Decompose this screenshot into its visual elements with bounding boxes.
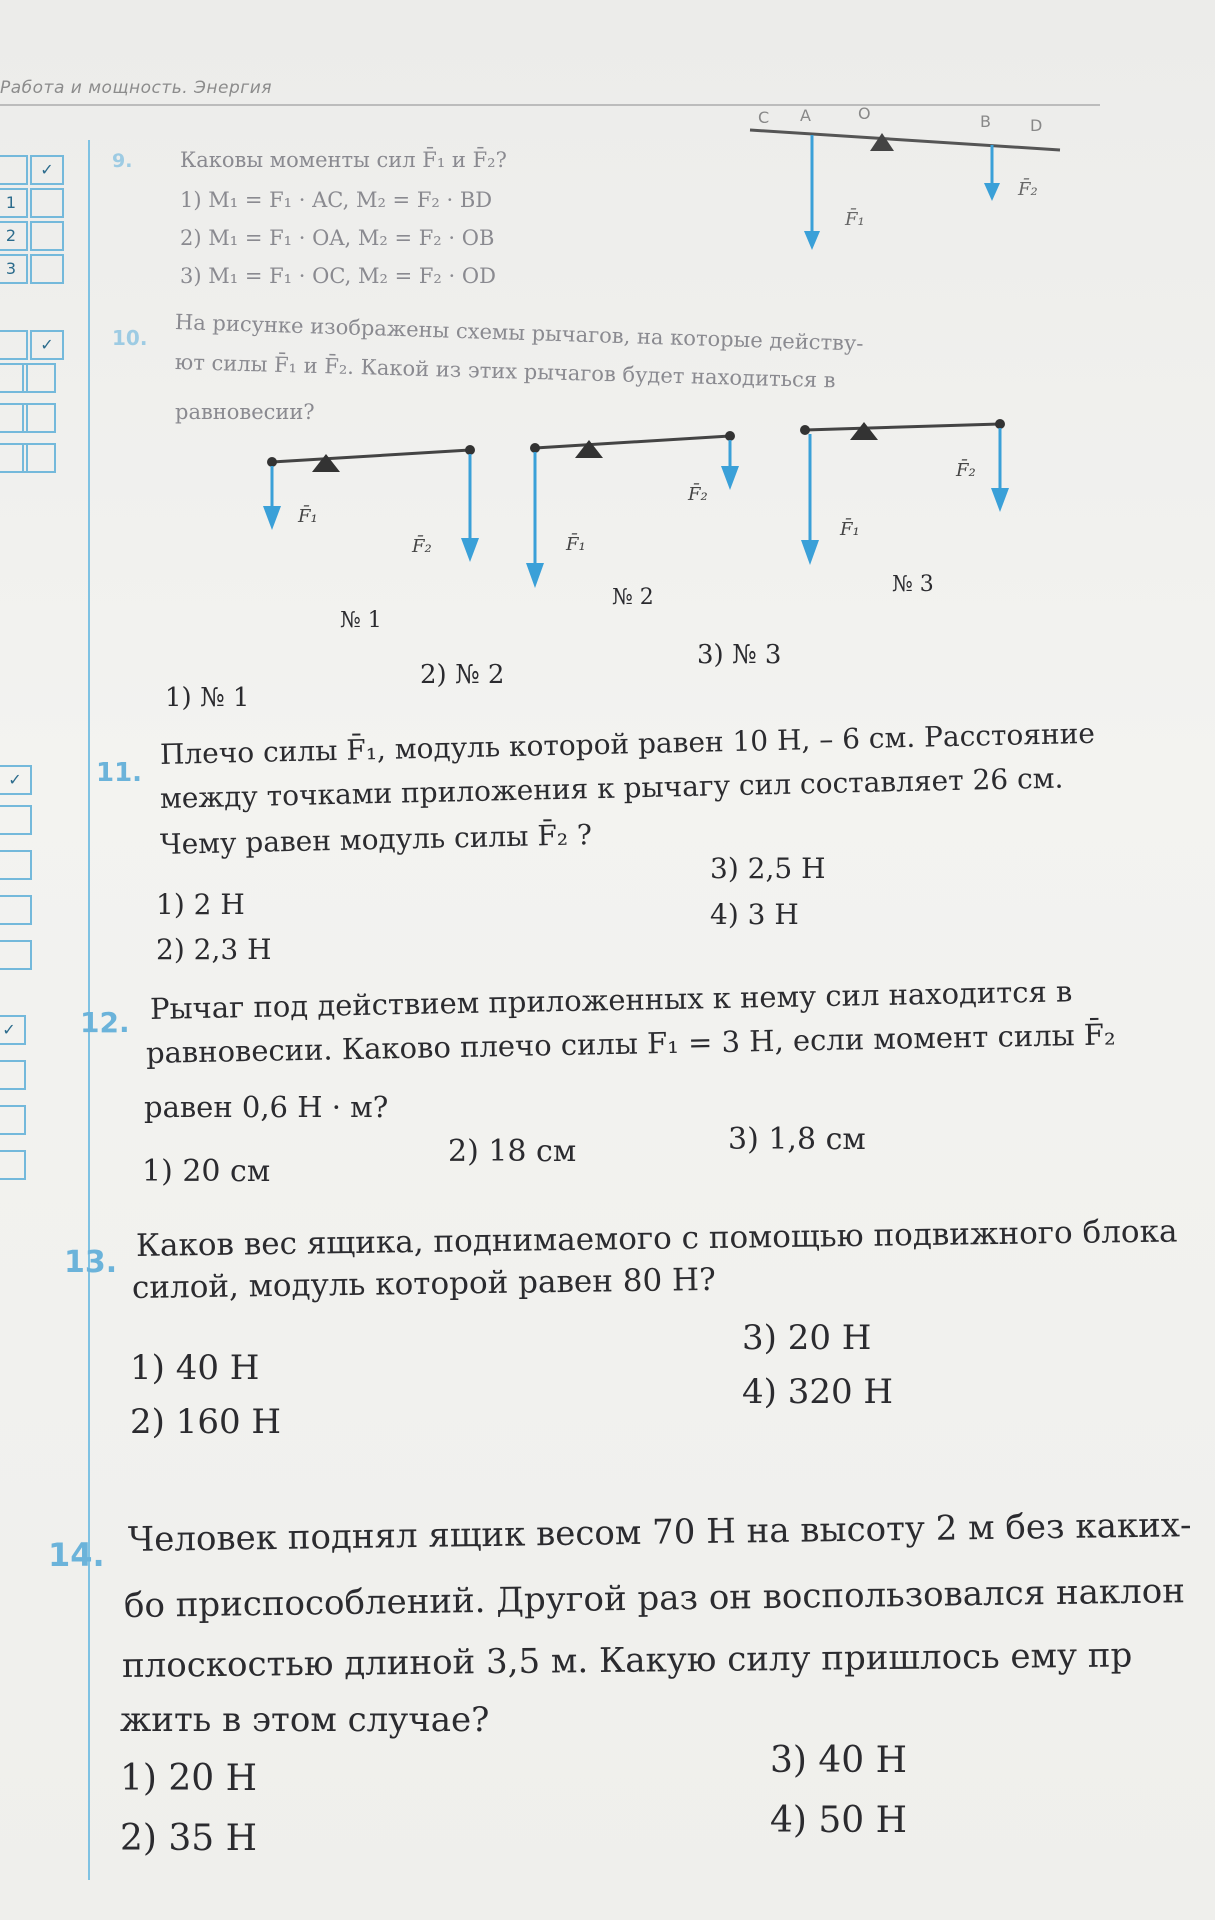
question-line-3: плоскостью длиной 3,5 м. Какую силу пришлось ему пр [121, 1635, 1133, 1686]
answer-box-3[interactable]: 3 [0, 254, 28, 284]
question-line-1: Рычаг под действием приложенных к нему сил находится в [149, 974, 1073, 1026]
question-number: 12. [80, 1006, 130, 1039]
q10-option-2: 2) № 2 [420, 660, 505, 690]
fulcrum [870, 133, 894, 151]
option-3: 3) M₁ = F₁ · OC, M₂ = F₂ · OD [180, 264, 496, 288]
lever-scheme-3 [800, 419, 1009, 565]
option-2: 2) 160 Н [130, 1402, 282, 1442]
answer-box[interactable] [30, 254, 64, 284]
running-head: Работа и мощность. Энергия [0, 78, 273, 98]
question-line-2: силой, модуль которой равен 80 Н? [131, 1261, 716, 1306]
lever-end [800, 425, 810, 435]
lever-diagram-q9 [740, 95, 1070, 265]
lever-bar [750, 130, 1060, 150]
option-4: 4) 50 Н [770, 1800, 908, 1841]
option-4: 4) 3 Н [710, 898, 799, 931]
question-line-1: На рисунке изображены схемы рычагов, на которые действу- [174, 310, 864, 356]
option-3: 3) 1,8 см [728, 1122, 866, 1157]
answer-box[interactable] [0, 850, 32, 880]
question-line-1: Плечо силы F̄₁, модуль которой равен 10 Н, – 6 см. Расстояние [159, 716, 1096, 771]
option-2: 2) 18 см [448, 1134, 577, 1169]
label-b: B [980, 112, 991, 131]
option-1: 1) M₁ = F₁ · AC, M₂ = F₂ · BD [180, 188, 493, 212]
label-f2: F̄₂ [688, 484, 708, 505]
label-a: A [800, 106, 811, 125]
question-line-1: Человек поднял ящик весом 70 Н на высоту 2 м без каких- [127, 1505, 1192, 1560]
question-number: 9. [112, 150, 133, 172]
scheme-label-3: № 3 [892, 572, 934, 597]
question-line-3: равновесии? [175, 400, 315, 424]
force-f2-arrowhead [721, 466, 739, 490]
label-f1: F̄₁ [845, 209, 865, 230]
label-f1: F̄₁ [298, 506, 318, 527]
answer-box[interactable] [0, 1105, 26, 1135]
force-f2-arrowhead [461, 538, 479, 562]
q10-option-1: 1) № 1 [165, 683, 250, 713]
answer-box[interactable] [0, 805, 32, 835]
answer-box[interactable] [0, 155, 28, 185]
lever-scheme-2 [526, 431, 739, 588]
answer-box-2[interactable]: 2 [0, 221, 28, 251]
option-2: 2) 35 Н [120, 1818, 258, 1859]
question-line-1: Каков вес ящика, поднимаемого с помощью подвижного блока [135, 1213, 1178, 1264]
force-f1-arrowhead [263, 506, 281, 530]
option-3: 3) 2,5 Н [710, 852, 826, 885]
answer-box[interactable] [0, 330, 28, 360]
question-line-2: бо приспособлений. Другой раз он воспользовался наклон [123, 1571, 1186, 1626]
label-f1: F̄₁ [840, 519, 860, 540]
question-number: 11. [96, 758, 143, 788]
answer-box[interactable] [0, 1150, 26, 1180]
option-1: 1) 2 Н [156, 888, 245, 921]
lever-end [995, 419, 1005, 429]
question-number: 10. [112, 326, 148, 350]
answer-box[interactable] [22, 363, 56, 393]
answer-box[interactable] [22, 443, 56, 473]
checkmark-box[interactable]: ✓ [30, 155, 64, 185]
question-line-2: ют силы F̄₁ и F̄₂. Какой из этих рычагов будет находиться в [174, 350, 836, 393]
answer-box-1[interactable]: 1 [0, 188, 28, 218]
answer-box[interactable] [30, 188, 64, 218]
force-f1-arrowhead [804, 231, 820, 250]
lever-end [725, 431, 735, 441]
label-o: O [858, 104, 871, 123]
answer-box[interactable] [22, 403, 56, 433]
label-c: C [758, 108, 770, 127]
question-line-3: Чему равен модуль силы F̄₂ ? [159, 818, 593, 861]
option-2: 2) M₁ = F₁ · OA, M₂ = F₂ · OB [180, 226, 495, 250]
option-4: 4) 320 Н [742, 1372, 894, 1412]
lever-end [465, 445, 475, 455]
answer-box[interactable] [0, 940, 32, 970]
checkmark-box[interactable]: ✓ [30, 330, 64, 360]
q10-option-3: 3) № 3 [697, 640, 782, 670]
question-line-2: между точками приложения к рычагу сил составляет 26 см. [159, 761, 1064, 815]
label-d: D [1030, 116, 1043, 135]
option-3: 3) 40 Н [770, 1740, 908, 1781]
answer-box[interactable] [30, 221, 64, 251]
force-f2-arrowhead [984, 183, 1000, 201]
label-f2: F̄₂ [956, 460, 976, 481]
option-1: 1) 40 Н [130, 1348, 260, 1388]
fulcrum [850, 422, 878, 440]
option-1: 1) 20 Н [120, 1758, 258, 1799]
label-f1: F̄₁ [566, 534, 586, 555]
scheme-label-2: № 2 [612, 585, 654, 610]
label-f2: F̄₂ [412, 536, 432, 557]
question-line-4: жить в этом случае? [120, 1700, 490, 1740]
force-f1-arrowhead [526, 563, 544, 588]
lever-end [267, 457, 277, 467]
lever-bar [805, 424, 1000, 430]
checkmark-box[interactable]: ✓ [0, 765, 32, 795]
lever-scheme-1 [263, 445, 479, 562]
question-line-3: равен 0,6 Н · м? [144, 1090, 389, 1124]
question-number: 13. [64, 1245, 118, 1280]
question-text: Каковы моменты сил F̄₁ и F̄₂? [180, 148, 507, 172]
option-3: 3) 20 Н [742, 1318, 872, 1358]
answer-box[interactable] [0, 1060, 26, 1090]
force-f1-arrowhead [801, 540, 819, 565]
label-f2: F̄₂ [1018, 179, 1038, 200]
checkmark-box[interactable]: ✓ [0, 1015, 26, 1045]
lever-bar [535, 436, 730, 448]
answer-box[interactable] [0, 895, 32, 925]
force-f2-arrowhead [991, 488, 1009, 512]
question-number: 14. [48, 1536, 105, 1574]
lever-end [530, 443, 540, 453]
lever-bar [272, 450, 470, 462]
option-2: 2) 2,3 Н [156, 933, 272, 966]
option-1: 1) 20 см [142, 1154, 271, 1189]
scheme-label-1: № 1 [340, 608, 382, 633]
question-line-2: равновесии. Каково плечо силы F₁ = 3 Н, если момент силы F̄₂ [145, 1017, 1116, 1070]
